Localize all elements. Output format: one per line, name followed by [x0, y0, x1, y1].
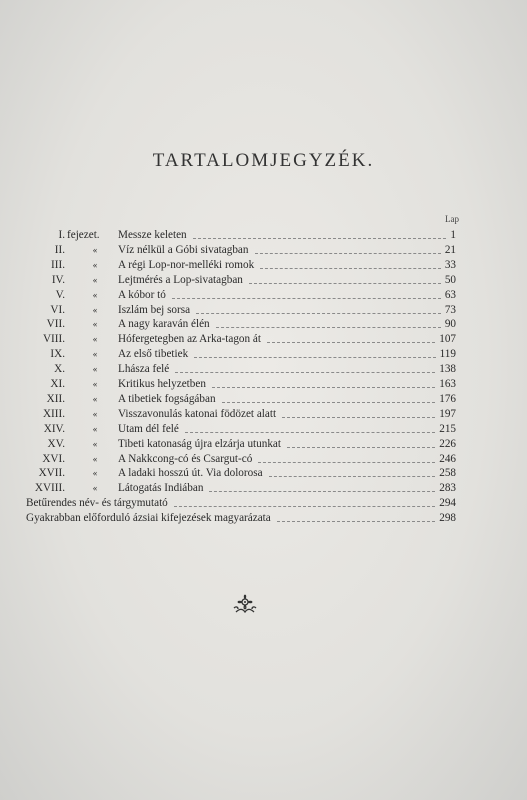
chapter-title: A régi Lop-nor-melléki romok: [118, 258, 255, 271]
leader-dots: [196, 312, 441, 314]
page-number: 176: [439, 392, 456, 405]
page-number: 163: [439, 378, 456, 390]
toc-entry: [0, 303, 527, 317]
ditto-mark: «: [92, 423, 98, 434]
chapter-title: Kritikus helyzetben: [118, 378, 206, 390]
page-number: 258: [439, 467, 456, 480]
toc-appendix-entry: [0, 496, 527, 510]
toc-entry: [0, 288, 527, 302]
leader-dots: [287, 446, 435, 448]
chapter-roman-numeral: XV.: [47, 437, 65, 450]
toc-entry: [0, 273, 527, 287]
leader-dots: [260, 267, 441, 269]
leader-dots: [267, 341, 435, 343]
leader-dots: [258, 461, 435, 463]
chapter-roman-numeral: XVIII.: [34, 482, 65, 495]
chapter-number: [50, 303, 65, 317]
ditto-mark: «: [92, 274, 98, 285]
page-number: 226: [439, 437, 456, 450]
toc-entry: [0, 407, 527, 421]
leader-dots: [282, 416, 435, 418]
chapter-number: [56, 288, 65, 302]
chapter-title: A tibetiek fogságában: [118, 392, 216, 405]
chapter-title: Iszlám bej sorsa: [118, 303, 191, 316]
chapter-roman-numeral: VII.: [46, 318, 65, 331]
leader-dots: [175, 371, 435, 373]
toc-entry: [0, 437, 527, 451]
toc-entry: [0, 362, 527, 376]
chapter-roman-numeral: IX.: [50, 348, 65, 361]
leader-dots: [216, 326, 441, 328]
ditto-mark: «: [92, 408, 98, 419]
page-number: 119: [439, 348, 456, 361]
chapter-roman-numeral: VI.: [50, 303, 65, 316]
toc-entry: [0, 258, 527, 272]
appendix-title: Gyakrabban előforduló ázsiai kifejezések magyarázata: [26, 512, 271, 525]
appendix-title: Betűrendes név- és tárgymutató: [26, 497, 168, 510]
chapter-title: A ladaki hosszú út. Via dolorosa: [118, 467, 263, 480]
toc-entry: [0, 466, 527, 480]
ditto-mark: «: [92, 393, 98, 404]
toc-appendix-entry: [0, 511, 527, 525]
chapter-title: Az első tibetiek: [118, 348, 189, 361]
chapter-roman-numeral: XIII.: [42, 407, 65, 420]
page-number: 21: [444, 243, 456, 256]
page-number: 73: [444, 303, 456, 316]
ditto-mark: «: [92, 364, 98, 375]
page-number: 215: [439, 422, 456, 435]
chapter-number: [51, 258, 65, 272]
chapter-number: [43, 407, 65, 421]
toc-entry: [0, 332, 527, 346]
page-number: 283: [439, 482, 456, 495]
chapter-roman-numeral: XIV.: [43, 422, 65, 435]
leader-dots: [185, 431, 435, 433]
chapter-title: Tibeti katonaság újra elzárja utunkat: [118, 437, 281, 450]
page-number: 246: [439, 452, 456, 465]
leader-dots: [172, 297, 441, 299]
chapter-roman-numeral: XVII.: [38, 467, 65, 480]
toc-entry: [0, 422, 527, 436]
chapter-roman-numeral: IV.: [51, 273, 65, 286]
toc-entry: [0, 228, 527, 242]
chapter-number: [50, 377, 65, 391]
chapter-title: Messze keleten: [118, 229, 187, 241]
chapter-number: [58, 228, 65, 242]
leader-dots: [174, 505, 435, 507]
page-number: 107: [439, 333, 456, 346]
leader-dots: [249, 282, 441, 284]
chapter-number: [42, 452, 65, 466]
chapter-number: [50, 347, 65, 361]
chapter-title: Utam dél felé: [118, 422, 179, 435]
toc-entry: [0, 317, 527, 331]
toc-entry: [0, 392, 527, 406]
leader-dots: [222, 401, 435, 403]
ditto-mark: «: [92, 304, 98, 315]
ditto-mark: «: [92, 468, 98, 479]
ditto-mark: «: [92, 289, 98, 300]
chapter-roman-numeral: II.: [54, 243, 65, 256]
page-title: TARTALOMJEGYZÉK.: [152, 150, 375, 171]
chapter-title: Lejtmérés a Lop-sivatagban: [118, 273, 243, 286]
chapter-roman-numeral: X.: [54, 363, 65, 376]
page-number: 90: [444, 318, 456, 331]
chapter-title: Hófergetegben az Arka-tagon át: [118, 333, 261, 346]
chapter-number: [54, 362, 65, 376]
ditto-mark: «: [92, 259, 98, 270]
ditto-mark: «: [92, 438, 98, 449]
leader-dots: [212, 386, 435, 388]
page-number: 197: [439, 407, 456, 420]
page-column-header: Lap: [445, 214, 459, 224]
page-number: 138: [439, 363, 456, 376]
chapter-number: [39, 466, 65, 480]
chapter-title: Víz nélkül a Góbi sivatagban: [118, 243, 249, 256]
leader-dots: [269, 475, 435, 477]
chapter-number: [35, 481, 65, 495]
ditto-mark: «: [92, 453, 98, 464]
chapter-title: A nagy karaván élén: [118, 318, 210, 331]
chapter-number: [47, 317, 65, 331]
chapter-number: [43, 332, 65, 346]
chapter-roman-numeral: V.: [55, 288, 65, 301]
toc-entry: [0, 243, 527, 257]
page-number: 298: [439, 512, 456, 525]
chapter-title: A Nakkcong-có és Csargut-có: [118, 452, 253, 465]
leader-dots: [209, 490, 435, 492]
ditto-mark: «: [92, 483, 98, 494]
chapter-number: [47, 437, 65, 451]
ditto-mark: «: [92, 334, 98, 345]
chapter-number: [52, 273, 65, 287]
ditto-mark: «: [92, 319, 98, 330]
chapter-title: A kóbor tó: [118, 288, 166, 301]
chapter-prefix: fejezet.: [67, 229, 100, 241]
chapter-title: Látogatás Indiában: [118, 482, 204, 495]
page-number: 294: [439, 497, 456, 510]
toc-entry: [0, 452, 527, 466]
leader-dots: [194, 356, 436, 358]
toc-entry: [0, 377, 527, 391]
leader-dots: [193, 237, 446, 239]
page-number: 50: [444, 273, 456, 286]
chapter-roman-numeral: XI.: [50, 378, 65, 390]
page-number: 63: [444, 288, 456, 301]
ditto-mark: «: [92, 244, 98, 255]
chapter-title: Lhásza felé: [118, 363, 170, 376]
ditto-mark: «: [92, 349, 98, 360]
chapter-roman-numeral: XVI.: [42, 452, 65, 465]
page-number: 33: [444, 258, 456, 271]
page-number: 1: [450, 229, 456, 241]
chapter-roman-numeral: XII.: [46, 392, 65, 405]
chapter-roman-numeral: I.: [58, 229, 65, 241]
leader-dots: [277, 520, 435, 522]
toc-entry: [0, 347, 527, 361]
chapter-title: Visszavonulás katonai födözet alatt: [118, 407, 277, 420]
toc-entry: [0, 481, 527, 495]
chapter-number: [44, 422, 65, 436]
chapter-roman-numeral: VIII.: [42, 333, 65, 346]
leader-dots: [255, 252, 441, 254]
chapter-number: [47, 392, 65, 406]
floral-ornament-icon: [230, 590, 260, 620]
ditto-mark: «: [92, 379, 98, 389]
chapter-roman-numeral: III.: [51, 258, 65, 271]
chapter-number: [55, 243, 65, 257]
